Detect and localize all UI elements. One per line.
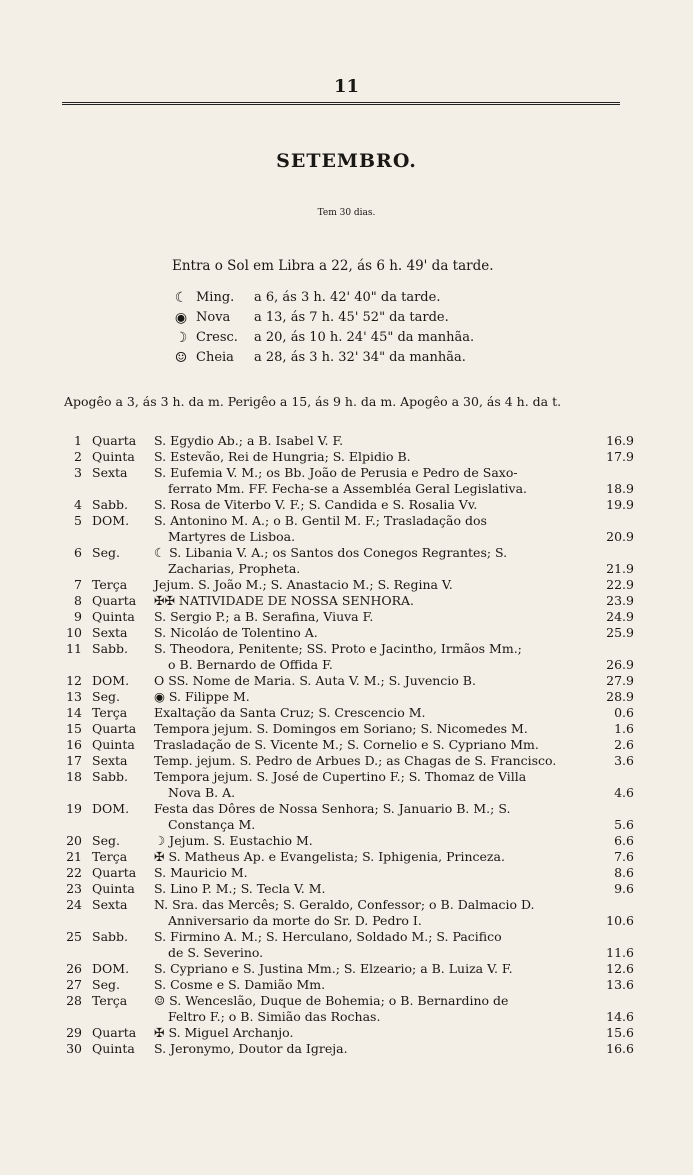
saints-line: ✠ S. Matheus Ap. e Evangelista; S. Iphigenia, Princeza. — [154, 849, 505, 864]
weekday: Seg. — [92, 977, 120, 992]
weekday: Terça — [92, 577, 128, 592]
moon-phases — [172, 288, 474, 368]
weekday: Sabb. — [92, 769, 128, 784]
saints-entry — [154, 769, 598, 801]
calendar-row — [62, 897, 634, 929]
saints-entry — [154, 881, 598, 897]
calendar-row — [62, 1041, 634, 1057]
new-moon-icon: ◉ — [174, 310, 188, 326]
apsides-line: Apogêo a 3, ás 3 h. da m. Perigêo a 15, ás 9 h. da m. Apogêo a 30, ás 4 h. da t. — [64, 394, 562, 409]
moon-age-value: 9.6 — [614, 881, 634, 896]
weekday: DOM. — [92, 513, 130, 528]
day-number: 22 — [66, 865, 82, 880]
weekday: Quarta — [92, 593, 137, 608]
saints-line: ✠ S. Miguel Archanjo. — [154, 1025, 294, 1040]
weekday: DOM. — [92, 961, 130, 976]
day-number: 2 — [74, 449, 82, 464]
moon-age-value: 12.6 — [606, 961, 634, 976]
moon-age-value: 18.9 — [606, 481, 634, 496]
saints-entry — [154, 849, 598, 865]
day-number: 27 — [66, 977, 82, 992]
weekday: Quinta — [92, 737, 135, 752]
saints-line: ☾ S. Libania V. A.; os Santos dos Conegos Regrantes; S. — [154, 545, 508, 560]
day-number: 6 — [74, 545, 82, 560]
saints-entry — [154, 465, 598, 497]
calendar-row — [62, 449, 634, 465]
moon-age-value: 22.9 — [606, 577, 634, 592]
saints-line: Tempora jejum. S. José de Cupertino F.; S. Thomaz de Villa — [154, 769, 527, 784]
moon-age-value: 15.6 — [606, 1025, 634, 1040]
calendar-row — [62, 577, 634, 593]
saints-line: S. Eufemia V. M.; os Bb. João de Perusia e Pedro de Saxo- — [154, 465, 518, 480]
moon-age-value: 10.6 — [606, 913, 634, 928]
calendar-row — [62, 833, 634, 849]
weekday: Seg. — [92, 833, 120, 848]
moon-age-value: 3.6 — [614, 753, 634, 768]
day-number: 16 — [66, 737, 82, 752]
day-number: 1 — [74, 433, 82, 448]
waning-moon-icon: ☾ — [174, 290, 188, 306]
saints-line: S. Theodora, Penitente; SS. Proto e Jacintho, Irmãos Mm.; — [154, 641, 522, 656]
weekday: Quarta — [92, 433, 137, 448]
saints-line: S. Sergio P.; a B. Serafina, Viuva F. — [154, 609, 374, 624]
calendar-row — [62, 977, 634, 993]
saints-line: ☺ S. Wenceslão, Duque de Bohemia; o B. Bernardino de — [154, 993, 509, 1008]
calendar-row — [62, 961, 634, 977]
saints-entry — [154, 929, 598, 961]
day-number: 19 — [66, 801, 82, 816]
day-number: 11 — [66, 641, 82, 656]
moon-age-value: 11.6 — [606, 945, 634, 960]
weekday: Sexta — [92, 897, 128, 912]
saints-line: Festa das Dôres de Nossa Senhora; S. Januario B. M.; S. — [154, 801, 511, 816]
day-number: 23 — [66, 881, 82, 896]
weekday: Quarta — [92, 1025, 137, 1040]
moon-age-value: 4.6 — [614, 785, 634, 800]
day-number: 5 — [74, 513, 82, 528]
moon-age-value: 27.9 — [606, 673, 634, 688]
saints-entry — [154, 449, 598, 465]
day-number: 10 — [66, 625, 82, 640]
weekday: Sexta — [92, 753, 128, 768]
saints-line: ☽ Jejum. S. Eustachio M. — [154, 833, 313, 848]
saints-entry — [154, 1025, 598, 1041]
moon-age-value: 5.6 — [614, 817, 634, 832]
saints-line: ferrato Mm. FF. Fecha-se a Assembléa Geral Legislativa. — [168, 481, 528, 496]
days-note: Tem 30 dias. — [317, 208, 376, 218]
day-number: 26 — [66, 961, 82, 976]
moon-phase-row — [172, 288, 474, 308]
weekday: Quinta — [92, 881, 135, 896]
saints-entry — [154, 641, 598, 673]
moon-age-value: 2.6 — [614, 737, 634, 752]
weekday: Terça — [92, 705, 128, 720]
weekday: Quinta — [92, 609, 135, 624]
saints-entry — [154, 1041, 598, 1057]
saints-entry — [154, 801, 598, 833]
header-rule — [62, 102, 620, 105]
day-number: 18 — [66, 769, 82, 784]
saints-line: S. Mauricio M. — [154, 865, 248, 880]
saints-entry — [154, 977, 598, 993]
saints-entry — [154, 961, 598, 977]
weekday: Sexta — [92, 625, 128, 640]
day-number: 3 — [74, 465, 82, 480]
calendar-row — [62, 689, 634, 705]
moon-phase-time: a 13, ás 7 h. 45' 52" da tarde. — [254, 310, 449, 325]
moon-age-value: 19.9 — [606, 497, 634, 512]
calendar-row — [62, 497, 634, 513]
day-number: 15 — [66, 721, 82, 736]
saints-line: Feltro F.; o B. Simião das Rochas. — [168, 1009, 381, 1024]
day-number: 17 — [66, 753, 82, 768]
moon-age-value: 1.6 — [614, 721, 634, 736]
weekday: Quarta — [92, 865, 137, 880]
saints-entry — [154, 993, 598, 1025]
moon-phase-name: Ming. — [196, 290, 235, 305]
saints-line: Anniversario da morte do Sr. D. Pedro I. — [168, 913, 422, 928]
moon-age-value: 7.6 — [614, 849, 634, 864]
moon-age-value: 14.6 — [606, 1009, 634, 1024]
saints-line: Zacharias, Propheta. — [168, 561, 301, 576]
saints-entry — [154, 689, 598, 705]
moon-phase-name: Cresc. — [196, 330, 238, 345]
saints-entry — [154, 433, 598, 449]
waxing-moon-icon: ☽ — [174, 330, 188, 346]
moon-age-value: 28.9 — [606, 689, 634, 704]
calendar-row — [62, 769, 634, 801]
moon-age-value: 17.9 — [606, 449, 634, 464]
day-number: 24 — [66, 897, 82, 912]
saints-entry — [154, 721, 598, 737]
weekday: Sabb. — [92, 641, 128, 656]
day-number: 7 — [74, 577, 82, 592]
day-number: 30 — [66, 1041, 82, 1056]
day-number: 21 — [66, 849, 82, 864]
moon-age-value: 16.9 — [606, 433, 634, 448]
moon-age-value: 23.9 — [606, 593, 634, 608]
weekday: Sexta — [92, 465, 128, 480]
saints-line: S. Nicoláo de Tolentino A. — [154, 625, 318, 640]
saints-entry — [154, 497, 598, 513]
calendar-row — [62, 673, 634, 689]
moon-phase-time: a 6, ás 3 h. 42' 40" da tarde. — [254, 290, 441, 305]
moon-age-value: 25.9 — [606, 625, 634, 640]
weekday: Quarta — [92, 721, 137, 736]
day-number: 8 — [74, 593, 82, 608]
calendar-row — [62, 881, 634, 897]
saints-line: S. Cosme e S. Damião Mm. — [154, 977, 326, 992]
saints-entry — [154, 753, 598, 769]
saints-line: de S. Severino. — [168, 945, 264, 960]
saints-entry — [154, 865, 598, 881]
saints-entry — [154, 705, 598, 721]
weekday: Quinta — [92, 449, 135, 464]
day-number: 29 — [66, 1025, 82, 1040]
saints-entry — [154, 625, 598, 641]
calendar-row — [62, 625, 634, 641]
saints-entry — [154, 593, 598, 609]
calendar-row — [62, 609, 634, 625]
day-number: 28 — [66, 993, 82, 1008]
calendar-row — [62, 433, 634, 449]
moon-phase-row — [172, 328, 474, 348]
day-number: 13 — [66, 689, 82, 704]
calendar-row — [62, 465, 634, 497]
saints-line: O SS. Nome de Maria. S. Auta V. M.; S. Juvencio B. — [154, 673, 476, 688]
calendar-row — [62, 993, 634, 1025]
month-title: SETEMBRO. — [276, 150, 417, 172]
saints-line: S. Lino P. M.; S. Tecla V. M. — [154, 881, 326, 896]
day-number: 25 — [66, 929, 82, 944]
saints-line: Exaltação da Santa Cruz; S. Crescencio M. — [154, 705, 426, 720]
calendar-row — [62, 737, 634, 753]
sun-entry: Entra o Sol em Libra a 22, ás 6 h. 49' da tarde. — [172, 258, 494, 274]
saints-line: S. Rosa de Viterbo V. F.; S. Candida e S. Rosalia Vv. — [154, 497, 478, 512]
moon-age-value: 8.6 — [614, 865, 634, 880]
weekday: Sabb. — [92, 497, 128, 512]
weekday: Seg. — [92, 545, 120, 560]
saints-line: Tempora jejum. S. Domingos em Soriano; S. Nicomedes M. — [154, 721, 528, 736]
calendar-row — [62, 513, 634, 545]
moon-age-value: 13.6 — [606, 977, 634, 992]
saints-line: S. Antonino M. A.; o B. Gentil M. F.; Trasladação dos — [154, 513, 487, 528]
moon-age-value: 24.9 — [606, 609, 634, 624]
weekday: DOM. — [92, 801, 130, 816]
saints-line: ✠✠ NATIVIDADE DE NOSSA SENHORA. — [154, 593, 415, 608]
weekday: Terça — [92, 849, 128, 864]
day-number: 14 — [66, 705, 82, 720]
day-number: 9 — [74, 609, 82, 624]
calendar-row — [62, 865, 634, 881]
saints-entry — [154, 897, 598, 929]
calendar-row — [62, 721, 634, 737]
saints-entry — [154, 737, 598, 753]
calendar-row — [62, 1025, 634, 1041]
moon-phase-name: Nova — [196, 310, 231, 325]
weekday: Seg. — [92, 689, 120, 704]
moon-phase-time: a 20, ás 10 h. 24' 45" da manhãa. — [254, 330, 475, 345]
calendar-row — [62, 593, 634, 609]
saints-line: S. Estevão, Rei de Hungria; S. Elpidio B. — [154, 449, 411, 464]
calendar-row — [62, 801, 634, 833]
saints-line: S. Firmino A. M.; S. Herculano, Soldado M.; S. Pacifico — [154, 929, 502, 944]
saints-line: Jejum. S. João M.; S. Anastacio M.; S. Regina V. — [154, 577, 453, 592]
saints-line: N. Sra. das Mercês; S. Geraldo, Confessor; o B. Dalmacio D. — [154, 897, 535, 912]
weekday: Sabb. — [92, 929, 128, 944]
saints-line: o B. Bernardo de Offida F. — [168, 657, 333, 672]
calendar-row — [62, 641, 634, 673]
moon-age-value: 26.9 — [606, 657, 634, 672]
weekday: DOM. — [92, 673, 130, 688]
moon-age-value: 0.6 — [614, 705, 634, 720]
full-moon-icon: ☺ — [174, 350, 188, 366]
saints-line: S. Cypriano e S. Justina Mm.; S. Elzeario; a B. Luiza V. F. — [154, 961, 513, 976]
saints-line: ◉ S. Filippe M. — [154, 689, 250, 704]
saints-line: Nova B. A. — [168, 785, 236, 800]
moon-phase-name: Cheia — [196, 350, 234, 365]
calendar-row — [62, 705, 634, 721]
calendar-row — [62, 753, 634, 769]
calendar-table — [62, 433, 634, 1057]
saints-line: Trasladação de S. Vicente M.; S. Cornelio e S. Cypriano Mm. — [154, 737, 539, 752]
saints-line: Temp. jejum. S. Pedro de Arbues D.; as Chagas de S. Francisco. — [154, 753, 557, 768]
moon-phase-time: a 28, ás 3 h. 32' 34" da manhãa. — [254, 350, 466, 365]
calendar-row — [62, 849, 634, 865]
day-number: 4 — [74, 497, 82, 512]
saints-line: Constança M. — [168, 817, 256, 832]
saints-entry — [154, 609, 598, 625]
saints-entry — [154, 545, 598, 577]
moon-age-value: 21.9 — [606, 561, 634, 576]
calendar-row — [62, 929, 634, 961]
saints-line: S. Jeronymo, Doutor da Igreja. — [154, 1041, 348, 1056]
moon-age-value: 16.6 — [606, 1041, 634, 1056]
moon-phase-row — [172, 308, 474, 328]
day-number: 12 — [66, 673, 82, 688]
saints-entry — [154, 577, 598, 593]
moon-phase-row — [172, 348, 474, 368]
saints-line: Martyres de Lisboa. — [168, 529, 296, 544]
weekday: Terça — [92, 993, 128, 1008]
page-number: 11 — [333, 76, 360, 97]
saints-line: S. Egydio Ab.; a B. Isabel V. F. — [154, 433, 344, 448]
weekday: Quinta — [92, 1041, 135, 1056]
saints-entry — [154, 673, 598, 689]
saints-entry — [154, 833, 598, 849]
moon-age-value: 6.6 — [614, 833, 634, 848]
calendar-row — [62, 545, 634, 577]
saints-entry — [154, 513, 598, 545]
day-number: 20 — [66, 833, 82, 848]
moon-age-value: 20.9 — [606, 529, 634, 544]
